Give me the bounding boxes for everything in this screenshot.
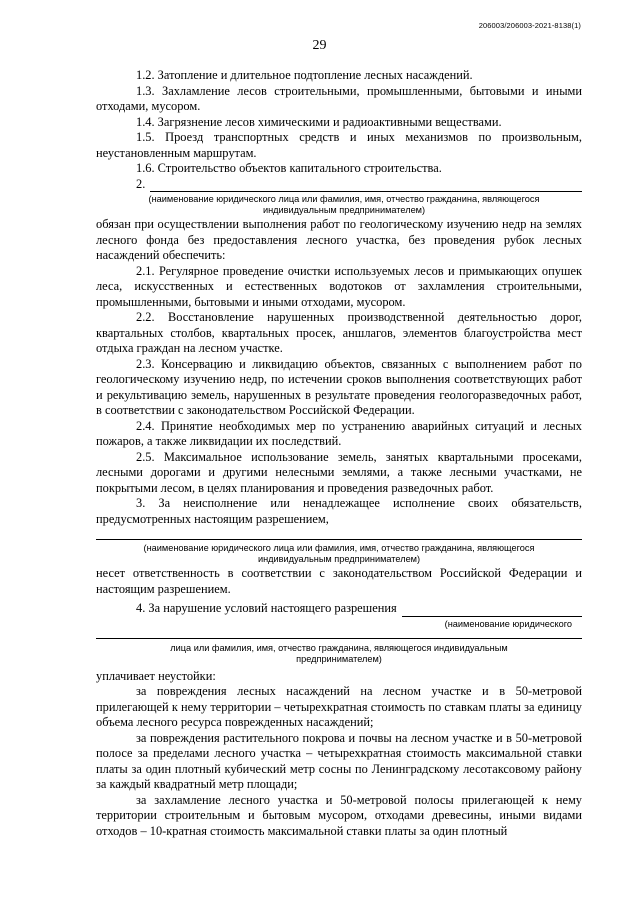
paragraph-2-5: 2.5. Максимальное использование земель, занятых квартальными просеками, лесными дорогами и другими нелесными землями, а также лесными участками, не покрытыми лесом, в целях планирования и проведения разведочных работ. (96, 449, 582, 495)
penalty-3: за захламление лесного участка и 50-метровой полосы прилегающей к нему территории строительным и бытовым мусором, отходами древесины, иными видами отходов – 10-кратная стоимость максимальной ставки платы за один плотный (96, 792, 582, 838)
caption-4b: лица или фамилия, имя, отчество гражданина, являющегося индивидуальным предпринимателем) (170, 642, 508, 664)
fill-in-line (402, 604, 582, 617)
paragraph-3-body: несет ответственность в соответствии с законодательством Российской Федерации и настоящим разрешением. (96, 566, 582, 596)
caption-2: (наименование юридического лица или фамилия, имя, отчество гражданина, являющегося индивидуальным предпринимателем) (148, 194, 540, 215)
fill-in-line (96, 630, 582, 639)
paragraph-2-label: 2. (136, 176, 149, 191)
paragraph-3: 3. За неисполнение или ненадлежащее исполнение своих обязательств, предусмотренных настоящим разрешением, (96, 496, 582, 526)
paragraph-2-2: 2.2. Восстановление нарушенных производственной деятельностью дорог, квартальных столбов, квартальных просек, аншлагов, элементов благоустройства мест отдыха граждан на лесном участке. (96, 310, 582, 355)
paragraph-4-body: уплачивает неустойки: (96, 668, 216, 683)
penalty-1: за повреждения лесных насаждений на лесном участке и в 50-метровой прилегающей к нему территории – четырехкратная стоимость по ставкам платы за единицу объема лесного ресурса поврежденных насаждений; (96, 684, 582, 729)
paragraph-4-fill (96, 601, 582, 617)
paragraph-2-body: обязан при осуществлении выполнения работ по геологическому изучению недр на землях лесного фонда без предоставления лесного участка, без проведения рубок лесных насаждений обеспечить: (96, 217, 582, 262)
paragraph-1-4: 1.4. Загрязнение лесов химическими и радиоактивными веществами. (136, 114, 502, 129)
caption-3: (наименование юридического лица или фамилия, имя, отчество гражданина, являющегося индивидуальным предпринимателем) (143, 543, 535, 564)
paragraph-4-label: 4. За нарушение условий настоящего разрешения (136, 601, 400, 615)
paragraph-2-4: 2.4. Принятие необходимых мер по устранению аварийных ситуаций и лесных пожаров, а также ликвидации их последствий. (96, 418, 582, 448)
paragraph-2-1: 2.1. Регулярное проведение очистки используемых лесов и примыкающих опушек леса, искусственных и естественных водотоков от захламления строительными, промышленными, бытовыми и иными отходами, мусором. (96, 263, 582, 309)
paragraph-2-fill (96, 177, 582, 193)
paragraph-1-3: 1.3. Захламление лесов строительными, промышленными, бытовыми и иными отходами, мусором. (96, 83, 582, 113)
document-body (96, 68, 582, 839)
paragraph-1-6: 1.6. Строительство объектов капитального строительства. (136, 161, 442, 175)
caption-4a: (наименование юридического (444, 618, 572, 629)
paragraph-1-2: 1.2. Затопление и длительное подтопление лесных насаждений. (136, 68, 473, 82)
penalty-2: за повреждения растительного покрова и почвы на лесном участке и в 50-метровой полосе за пределами лесного участка – четырехкратная стоимость максимальной ставки платы за один плотный кубический метр сосны по Ленинградскому лесотаксовому району за каждый квадратный метр площади; (96, 730, 582, 791)
fill-in-line (150, 179, 582, 192)
document-id: 206003/206003-2021-8138(1) (478, 21, 581, 30)
paragraph-1-5: 1.5. Проезд транспортных средств и иных механизмов по произвольным, неустановленным маршрутам. (96, 130, 582, 160)
page-number: 29 (312, 38, 327, 53)
fill-in-line (96, 527, 582, 540)
paragraph-2-3: 2.3. Консервацию и ликвидацию объектов, связанных с выполнением работ по геологическому изучению недр, по истечении сроков выполнения соответствующих работ и рекультивацию земель, нарушенных в результате проведения геологоразведочных работ, в соответствии с законодательством Российской Федерации. (96, 356, 582, 417)
